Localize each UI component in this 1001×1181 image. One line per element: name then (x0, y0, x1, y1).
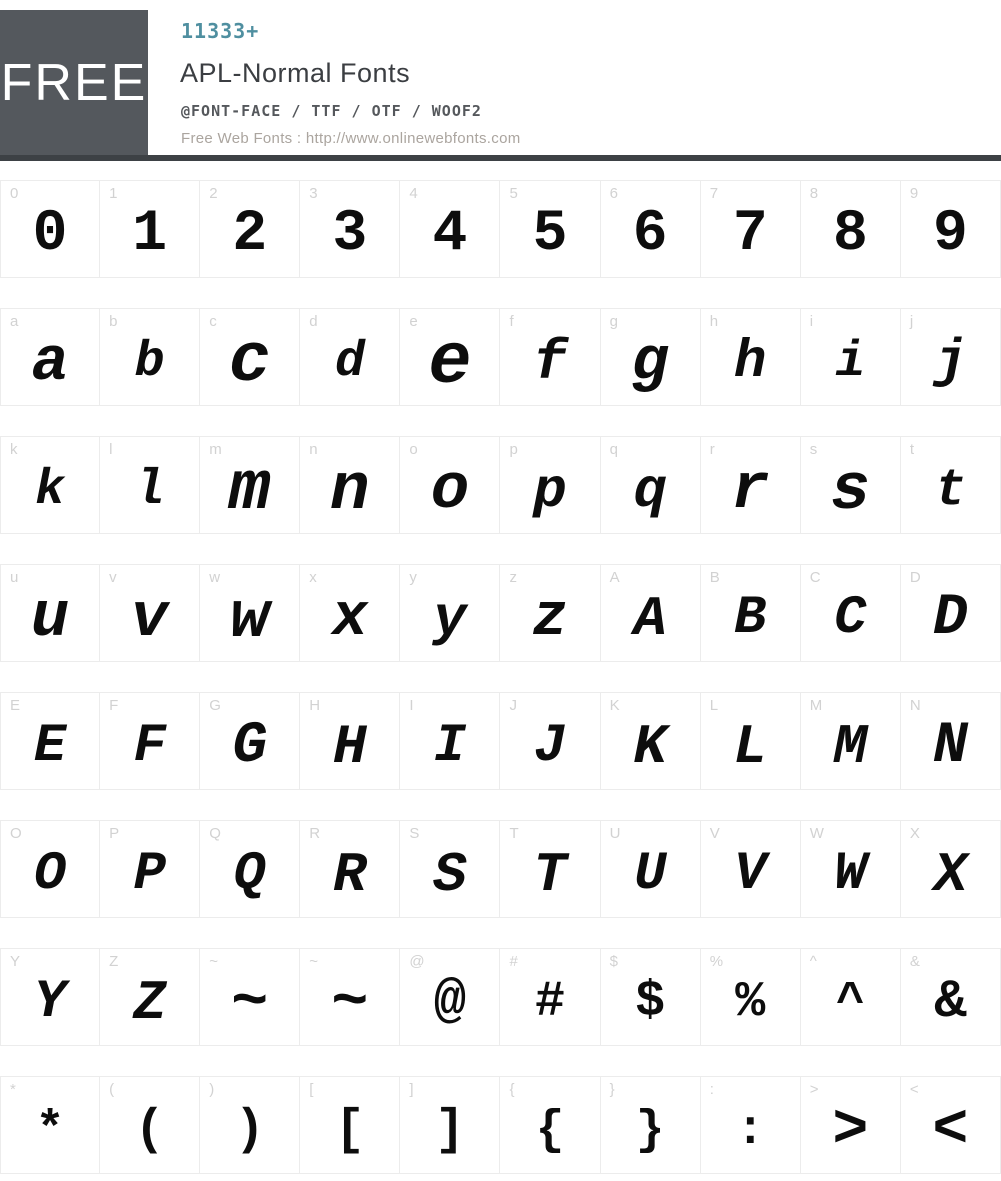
glyph-preview: e (428, 322, 472, 404)
glyph-preview: W (834, 844, 867, 905)
source-url[interactable]: Free Web Fonts : http://www.onlinewebfonts.com (181, 130, 521, 147)
glyph-label: S (409, 825, 420, 842)
glyph-cell (500, 564, 600, 662)
glyph-label: l (109, 441, 113, 458)
glyph-label: s (809, 441, 818, 458)
glyph-label: ^ (809, 953, 817, 970)
glyph-cell (0, 692, 100, 790)
glyph-cell (200, 564, 300, 662)
glyph-label: 9 (909, 185, 919, 202)
glyph-label: n (309, 441, 318, 458)
glyph-cell (701, 180, 801, 278)
glyph-label: r (709, 441, 715, 458)
glyph-label: ) (209, 1081, 215, 1098)
glyph-cell (0, 180, 100, 278)
glyph-cell (0, 948, 100, 1046)
glyph-preview: S (433, 843, 467, 907)
glyph-label: A (609, 569, 620, 586)
glyph-preview: E (33, 716, 67, 777)
glyph-preview: 2 (232, 202, 268, 267)
glyph-cell (701, 820, 801, 918)
glyph-label: 0 (10, 185, 19, 202)
glyph-cell (801, 564, 901, 662)
glyph-cell (200, 180, 300, 278)
glyph-cell (801, 692, 901, 790)
glyph-label: w (209, 569, 221, 586)
glyph-preview: s (830, 453, 871, 528)
glyph-preview: N (933, 714, 968, 779)
glyph-label: z (509, 569, 517, 586)
glyph-preview: t (934, 461, 967, 520)
glyph-preview: g (631, 327, 669, 398)
glyph-label: x (309, 569, 317, 586)
glyph-preview: m (228, 451, 271, 530)
glyph-preview: T (533, 843, 567, 907)
glyph-label: t (909, 441, 915, 458)
glyph-cell (400, 692, 500, 790)
glyph-cell (901, 436, 1001, 534)
glyph-label: f (509, 313, 514, 330)
glyph-label: i (809, 313, 814, 330)
glyph-cell (601, 820, 701, 918)
glyph-preview: 7 (732, 202, 768, 267)
glyph-label: * (10, 1081, 16, 1098)
glyph-label: L (709, 697, 719, 714)
glyph-cell (601, 1076, 701, 1174)
glyph-preview: > (832, 1097, 869, 1165)
glyph-cell (500, 308, 600, 406)
glyph-cell (901, 820, 1001, 918)
glyph-label: < (909, 1081, 919, 1098)
glyph-cell (200, 436, 300, 534)
glyph-cell (400, 820, 500, 918)
glyph-preview: * (35, 1104, 65, 1158)
glyph-preview: ~ (231, 967, 269, 1038)
glyph-cell (0, 1076, 100, 1174)
glyph-label: Q (209, 825, 221, 842)
glyph-label: g (609, 313, 618, 330)
glyph-cell (801, 948, 901, 1046)
glyph-label: U (609, 825, 621, 842)
glyph-cell (901, 308, 1001, 406)
glyph-label: $ (609, 953, 618, 970)
glyph-cell (300, 436, 400, 534)
glyph-label: @ (409, 953, 425, 970)
glyph-cell (100, 948, 200, 1046)
font-count: 11333+ (181, 19, 260, 43)
glyph-cell (300, 820, 400, 918)
glyph-preview: J (533, 716, 567, 777)
glyph-cell (601, 436, 701, 534)
glyph-preview: i (835, 334, 866, 391)
glyph-cell (601, 564, 701, 662)
glyph-label: o (409, 441, 418, 458)
glyph-cell (701, 564, 801, 662)
glyph-preview: ^ (835, 976, 865, 1030)
glyph-preview: c (228, 323, 271, 402)
glyph-label: 5 (509, 185, 518, 202)
glyph-cell (400, 1076, 500, 1174)
glyph-cell (300, 180, 400, 278)
glyph-preview: % (735, 974, 766, 1031)
glyph-cell (300, 308, 400, 406)
glyph-label: 3 (309, 185, 318, 202)
glyph-label: & (909, 953, 920, 970)
glyph-label: R (309, 825, 321, 842)
glyph-row (0, 820, 1001, 918)
glyph-label: K (609, 697, 620, 714)
glyph-cell (801, 308, 901, 406)
glyph-label: 1 (109, 185, 118, 202)
glyph-preview: I (433, 716, 467, 777)
glyph-preview: H (333, 715, 367, 779)
glyph-cell (300, 692, 400, 790)
glyph-preview: : (735, 1104, 765, 1158)
glyph-label: I (409, 697, 414, 714)
glyph-label: % (709, 953, 724, 970)
glyph-label: 8 (809, 185, 819, 202)
glyph-preview: l (134, 462, 165, 519)
glyph-cell (601, 308, 701, 406)
glyph-preview: D (933, 586, 968, 651)
glyph-preview: 3 (332, 202, 368, 267)
glyph-preview: A (633, 587, 667, 651)
glyph-label: e (409, 313, 418, 330)
glyph-cell (0, 820, 100, 918)
glyph-cell (500, 180, 600, 278)
glyph-preview: k (35, 462, 66, 519)
glyph-cell (601, 948, 701, 1046)
glyph-preview: K (633, 715, 667, 779)
glyph-label: y (409, 569, 417, 586)
glyph-label: p (509, 441, 518, 458)
glyph-cell (801, 180, 901, 278)
glyph-row (0, 948, 1001, 1046)
glyph-label: G (209, 697, 221, 714)
header-divider-bar (0, 155, 1001, 161)
glyph-preview: @ (433, 972, 467, 1033)
glyph-label: u (10, 569, 19, 586)
glyph-preview: ~ (331, 967, 369, 1038)
glyph-row (0, 180, 1001, 278)
glyph-label: a (10, 313, 19, 330)
glyph-preview: { (535, 1104, 565, 1158)
glyph-cell (0, 308, 100, 406)
glyph-preview: 6 (632, 202, 668, 267)
glyph-preview: < (932, 1097, 969, 1165)
glyph-cell (801, 436, 901, 534)
glyph-label: } (609, 1081, 615, 1098)
glyph-preview: [ (334, 1102, 365, 1159)
glyph-preview: V (734, 844, 767, 905)
glyph-preview: y (433, 587, 467, 651)
glyph-row (0, 436, 1001, 534)
glyph-label: M (809, 697, 823, 714)
glyph-preview: F (133, 716, 166, 777)
glyph-row (0, 308, 1001, 406)
glyph-cell (100, 180, 200, 278)
glyph-label: ( (109, 1081, 115, 1098)
glyph-preview: p (533, 459, 567, 523)
glyph-cell (100, 1076, 200, 1174)
glyph-preview: X (933, 843, 968, 907)
glyph-grid (0, 180, 1001, 1181)
glyph-label: T (509, 825, 519, 842)
glyph-label: E (10, 697, 21, 714)
glyph-preview: # (535, 974, 566, 1031)
glyph-label: N (909, 697, 921, 714)
glyph-cell (300, 948, 400, 1046)
glyph-preview: M (833, 715, 868, 779)
glyph-cell (200, 820, 300, 918)
glyph-cell (901, 692, 1001, 790)
glyph-cell (100, 436, 200, 534)
glyph-cell (801, 820, 901, 918)
glyph-label: V (709, 825, 720, 842)
glyph-label: : (709, 1081, 714, 1098)
glyph-row (0, 564, 1001, 662)
glyph-preview: b (134, 334, 165, 391)
glyph-label: D (909, 569, 921, 586)
glyph-label: ] (409, 1081, 414, 1098)
glyph-cell (701, 1076, 801, 1174)
page-title: APL-Normal Fonts (180, 58, 411, 88)
glyph-cell (400, 308, 500, 406)
glyph-label: X (909, 825, 920, 842)
glyph-cell (0, 564, 100, 662)
glyph-preview: o (430, 455, 470, 527)
glyph-label: b (109, 313, 118, 330)
glyph-row (0, 1076, 1001, 1174)
glyph-preview: Z (132, 971, 167, 1035)
glyph-preview: u (30, 583, 70, 655)
glyph-preview: U (633, 844, 667, 905)
glyph-preview: ( (134, 1102, 165, 1159)
glyph-label: c (209, 313, 217, 330)
glyph-cell (801, 1076, 901, 1174)
glyph-cell (100, 308, 200, 406)
glyph-row (0, 692, 1001, 790)
glyph-preview: } (635, 1104, 665, 1158)
glyph-cell (500, 692, 600, 790)
glyph-label: Y (10, 953, 21, 970)
glyph-label: Z (109, 953, 119, 970)
glyph-label: d (309, 313, 318, 330)
glyph-label: C (809, 569, 821, 586)
glyph-label: 4 (409, 185, 418, 202)
glyph-preview: R (333, 843, 367, 907)
glyph-cell (901, 564, 1001, 662)
glyph-label: # (509, 953, 518, 970)
glyph-cell (100, 820, 200, 918)
glyph-label: J (509, 697, 517, 714)
glyph-preview: ] (434, 1102, 465, 1159)
glyph-cell (300, 564, 400, 662)
glyph-preview: v (131, 583, 169, 654)
glyph-cell (200, 308, 300, 406)
glyph-label: F (109, 697, 119, 714)
glyph-preview: B (734, 588, 767, 649)
glyph-label: W (809, 825, 824, 842)
glyph-preview: 4 (432, 202, 468, 267)
glyph-label: m (209, 441, 222, 458)
glyph-label: v (109, 569, 117, 586)
glyph-cell (0, 436, 100, 534)
glyph-label: 2 (209, 185, 218, 202)
glyph-label: ~ (309, 953, 319, 970)
glyph-cell (400, 948, 500, 1046)
glyph-preview: h (734, 332, 767, 393)
glyph-preview: r (731, 455, 770, 527)
glyph-cell (200, 948, 300, 1046)
glyph-cell (601, 692, 701, 790)
glyph-preview: d (334, 334, 365, 391)
glyph-label: P (109, 825, 120, 842)
glyph-label: k (10, 441, 18, 458)
glyph-cell (300, 1076, 400, 1174)
glyph-preview: C (834, 588, 867, 649)
glyph-preview: 8 (832, 202, 868, 267)
free-badge: FREE (0, 10, 148, 155)
glyph-preview: 5 (532, 202, 568, 267)
glyph-preview: G (232, 714, 268, 779)
glyph-preview: Q (233, 844, 266, 905)
glyph-label: { (509, 1081, 515, 1098)
glyph-cell (901, 180, 1001, 278)
glyph-preview: x (331, 585, 368, 653)
glyph-cell (500, 1076, 600, 1174)
glyph-label: 7 (709, 185, 719, 202)
glyph-preview: 0 (32, 202, 68, 267)
format-list: @FONT-FACE / TTF / OTF / WOOF2 (181, 102, 482, 120)
glyph-cell (701, 436, 801, 534)
glyph-preview: q (633, 459, 667, 523)
glyph-preview: 1 (132, 202, 168, 267)
glyph-cell (200, 692, 300, 790)
glyph-preview: P (133, 844, 166, 905)
glyph-cell (601, 180, 701, 278)
glyph-cell (100, 692, 200, 790)
glyph-preview: ) (234, 1102, 265, 1159)
glyph-cell (901, 948, 1001, 1046)
glyph-cell (500, 436, 600, 534)
glyph-preview: O (33, 844, 67, 905)
glyph-label: H (309, 697, 321, 714)
glyph-preview: 9 (933, 202, 968, 267)
glyph-preview: j (934, 332, 967, 393)
glyph-preview: f (533, 331, 567, 395)
glyph-cell (400, 436, 500, 534)
glyph-preview: & (934, 972, 967, 1033)
glyph-preview: w (229, 581, 270, 656)
glyph-preview: Y (33, 972, 67, 1033)
glyph-cell (901, 1076, 1001, 1174)
glyph-cell (500, 948, 600, 1046)
glyph-cell (100, 564, 200, 662)
glyph-preview: z (532, 585, 569, 653)
glyph-label: ~ (209, 953, 218, 970)
glyph-label: O (10, 825, 22, 842)
glyph-cell (400, 180, 500, 278)
glyph-label: 6 (609, 185, 618, 202)
glyph-preview: $ (635, 974, 666, 1031)
glyph-label: h (709, 313, 719, 330)
glyph-cell (500, 820, 600, 918)
glyph-label: > (809, 1081, 819, 1098)
glyph-cell (701, 692, 801, 790)
glyph-preview: n (330, 453, 370, 528)
glyph-label: [ (309, 1081, 314, 1098)
glyph-preview: L (733, 715, 768, 779)
glyph-cell (701, 948, 801, 1046)
glyph-cell (701, 308, 801, 406)
glyph-label: j (909, 313, 914, 330)
glyph-label: B (709, 569, 720, 586)
glyph-cell (200, 1076, 300, 1174)
glyph-preview: a (31, 327, 69, 398)
glyph-label: q (609, 441, 618, 458)
glyph-cell (400, 564, 500, 662)
